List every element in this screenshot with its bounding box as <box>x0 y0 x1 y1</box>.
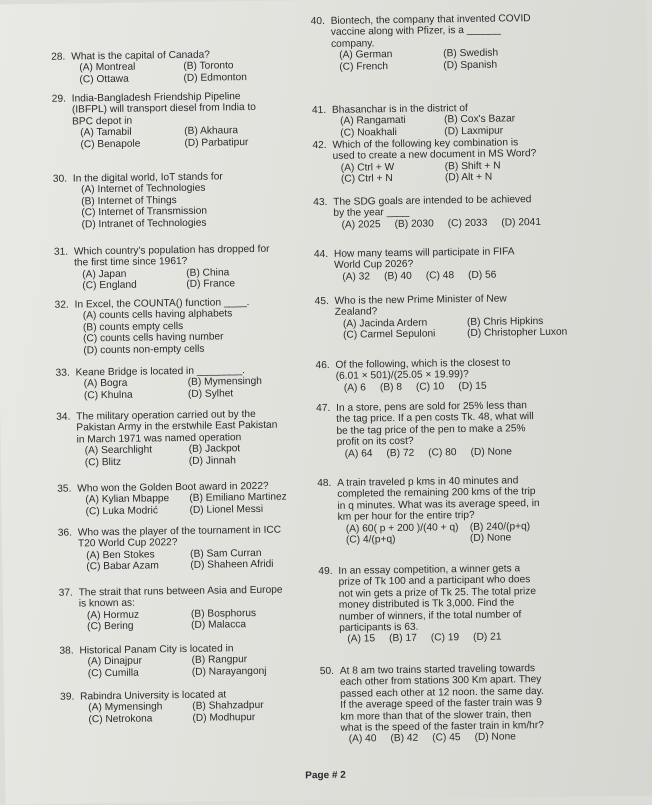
question-number: 44. <box>314 249 334 261</box>
question-text: money distributed is Tk 3,000. Find the <box>319 596 619 612</box>
question-text: A train traveled p kms in 40 minutes and <box>337 475 518 489</box>
question-49 <box>318 562 619 646</box>
answer-option: (A) 40 <box>349 734 377 746</box>
options-group <box>313 159 613 186</box>
question-48 <box>317 474 618 547</box>
options-group <box>52 125 302 151</box>
answer-option: (C) 19 <box>431 633 459 645</box>
answer-option: (A) Dinajpur <box>88 655 188 668</box>
answer-option: (C) Carmel Sepuloni <box>343 328 463 341</box>
question-number: 33. <box>56 367 76 379</box>
question-text: prize of Tk 100 and a participant who does <box>318 573 618 589</box>
answer-option: (C) counts cells having number <box>83 331 305 346</box>
question-text: profit on its cost? <box>317 433 617 449</box>
options-group <box>51 60 301 86</box>
answer-option: (D) Lionel Messi <box>189 503 307 516</box>
question-38 <box>59 642 309 680</box>
answer-option: (C) Khulna <box>84 389 184 402</box>
answer-option: (D) Parbatipur <box>184 136 302 149</box>
question-text: what is the speed of the faster train in km/hr? <box>321 719 621 735</box>
question-44 <box>314 245 614 283</box>
answer-option: (B) 2030 <box>395 218 434 230</box>
question-text: BPC depot in <box>52 113 302 128</box>
answer-option: (B) Jackpot <box>189 442 307 455</box>
question-text: Rabindra University is located at <box>80 689 226 702</box>
answer-option: (C) 48 <box>426 270 454 282</box>
answer-option: (A) 60( p + 200 )/(40 + q) <box>346 522 466 535</box>
question-31 <box>54 243 305 292</box>
answer-option: (B) Bosphorus <box>191 607 309 620</box>
question-number: 48. <box>317 478 337 490</box>
answer-option: (C) Noakhali <box>340 126 440 139</box>
question-number: 35. <box>57 483 77 495</box>
question-39 <box>60 688 310 726</box>
answer-option: (D) Edmonton <box>183 71 301 84</box>
question-text: in March 1971 was named operation <box>56 431 306 446</box>
question-42 <box>312 136 613 186</box>
answer-option: (D) 21 <box>473 632 501 644</box>
question-number: 43. <box>313 197 333 209</box>
options-group <box>60 700 310 726</box>
question-text: In an essay competition, a winner gets a <box>338 563 520 577</box>
options-group <box>58 547 308 573</box>
answer-option: (D) Alt + N <box>445 170 613 184</box>
answer-option: (B) 72 <box>386 447 414 459</box>
question-text: T20 World Cup 2022? <box>58 536 308 551</box>
question-text: each other from stations 300 Km apart. They <box>320 673 620 689</box>
question-43 <box>313 193 613 231</box>
options-group <box>311 46 611 73</box>
question-text: The SDG goals are intended to be achieved <box>333 194 531 208</box>
question-text: India-Bangladesh Friendship Pipeline <box>72 91 241 104</box>
question-text: What is the capital of Canada? <box>71 50 210 63</box>
answer-option: (B) 17 <box>389 633 417 645</box>
answer-option: (A) Japan <box>82 268 182 281</box>
question-text: (6.01 × 501)/(25.05 × 19.99)? <box>316 367 616 383</box>
question-text: The military operation carried out by the <box>76 409 256 423</box>
question-text: Historical Panam City is located in <box>79 643 233 656</box>
answer-option: (C) 45 <box>432 733 460 745</box>
question-text: the tag price. If a pen costs Tk. 48, what will <box>316 410 616 426</box>
answer-option: (A) Kylian Mbappe <box>85 493 185 506</box>
answer-option: (B) Swedish <box>443 46 611 60</box>
options-group <box>56 376 306 402</box>
question-text: Which of the following key combination is <box>332 137 518 151</box>
question-30 <box>53 170 304 231</box>
options-group <box>55 308 306 357</box>
question-text: Biontech, the company that invented COVID <box>331 13 531 27</box>
answer-option: (A) 64 <box>345 448 373 460</box>
question-text: participants is 63. <box>319 619 619 635</box>
answer-option: (C) Netrokona <box>88 713 188 726</box>
left-column <box>50 0 300 3</box>
question-number: 46. <box>315 360 335 372</box>
question-text: completed the remaining 200 kms of the trip <box>317 485 617 501</box>
question-45 <box>315 292 616 342</box>
answer-option: (D) 56 <box>468 269 496 281</box>
question-text: km per hour for the entire trip? <box>318 508 618 524</box>
options-group <box>315 315 615 342</box>
question-text: Zealand? <box>315 303 615 319</box>
answer-option: (D) 15 <box>458 381 486 393</box>
question-text: Keane Bridge is located in ________. <box>76 365 245 378</box>
answer-option: (B) Emiliano Martinez <box>189 492 307 505</box>
question-28 <box>51 48 301 86</box>
answer-option: (A) 6 <box>344 382 366 394</box>
question-text: World Cup 2026? <box>314 256 614 272</box>
answer-option: (A) Bogra <box>84 377 184 390</box>
answer-option: (D) None <box>474 732 515 744</box>
question-number: 39. <box>60 691 80 703</box>
question-number: 37. <box>59 587 79 599</box>
question-number: 42. <box>312 140 332 152</box>
question-text: used to create a new document in MS Word? <box>313 147 613 163</box>
answer-option: (A) Tamabil <box>80 126 180 139</box>
answer-option: (A) Ben Stokes <box>86 549 186 562</box>
answer-option: (D) Sylhet <box>188 387 306 400</box>
question-number: 47. <box>316 403 336 415</box>
question-text: number of winners, if the total number of <box>319 608 619 624</box>
answer-option: (D) Spanish <box>443 58 611 72</box>
question-text: Of the following, which is the closest to <box>335 357 510 370</box>
answer-option: (A) 32 <box>342 271 370 283</box>
question-text: In a store, pens are sold for 25% less than <box>336 400 527 414</box>
question-number: 34. <box>56 411 76 423</box>
question-text: How many teams will participate in FIFA <box>334 246 515 260</box>
question-number: 40. <box>311 16 331 28</box>
answer-option: (D) None <box>470 446 511 458</box>
question-text: Bhasanchar is in the district of <box>332 103 468 116</box>
answer-option: (D) Narayangonj <box>192 665 310 678</box>
question-29 <box>52 90 303 151</box>
answer-option: (B) 8 <box>380 382 402 394</box>
answer-option: (B) China <box>186 266 304 279</box>
answer-option: (C) Luka Modrić <box>85 505 185 518</box>
answer-option: (A) Mymensingh <box>88 701 188 714</box>
question-33 <box>56 364 306 402</box>
answer-option: (B) 40 <box>384 271 412 283</box>
answer-option: (B) Cox's Bazar <box>444 112 612 126</box>
question-number: 38. <box>59 645 79 657</box>
answer-option: (A) Internet of Technologies <box>81 182 303 197</box>
answer-option: (B) counts empty cells <box>83 319 305 334</box>
answer-option: (C) England <box>82 279 182 292</box>
question-41 <box>312 101 612 139</box>
question-number: 29. <box>52 94 72 106</box>
options-group <box>53 182 304 231</box>
question-number: 45. <box>315 296 335 308</box>
answer-option: (A) Hormuz <box>87 609 187 622</box>
question-text: by the year ____ <box>313 204 613 220</box>
question-36 <box>58 524 309 573</box>
page-number: Page # 2 <box>305 770 346 782</box>
question-text: Who was the player of the tournament in ICC <box>78 525 281 539</box>
question-text: (IBFPL) will transport diesel from India to <box>52 102 302 117</box>
options-group <box>59 607 309 633</box>
answer-option: (D) Jinnah <box>189 454 307 467</box>
answer-option: (A) counts cells having alphabets <box>83 308 305 323</box>
answer-option: (C) Internet of Transmission <box>81 205 303 220</box>
answer-option: (C) Ottawa <box>79 73 179 86</box>
answer-option: (D) Malacca <box>191 618 309 631</box>
answer-option: (A) 2025 <box>341 219 380 231</box>
answer-option: (C) 10 <box>416 381 444 393</box>
answer-option: (D) Christopher Luxon <box>467 326 615 339</box>
answer-option: (B) Mymensingh <box>188 376 306 389</box>
options-group <box>60 654 310 680</box>
answer-option: (D) France <box>186 278 304 291</box>
options-group <box>318 520 618 547</box>
question-32 <box>55 296 306 357</box>
question-text: not win gets a prize of Tk 25. The total prize <box>319 585 619 601</box>
options-group <box>57 492 307 518</box>
question-40 <box>311 12 612 73</box>
answer-option: (D) counts non-empty cells <box>83 342 305 357</box>
answer-option: (A) Searchlight <box>85 444 185 457</box>
answer-option: (A) German <box>339 49 439 62</box>
answer-option: (D) None <box>470 531 618 544</box>
question-47 <box>316 399 617 460</box>
question-text: At 8 am two trains started traveling towards <box>340 663 535 677</box>
question-text: The strait that runs between Asia and Europe <box>79 585 283 599</box>
question-37 <box>59 584 310 633</box>
question-34 <box>56 408 307 469</box>
question-46 <box>315 356 615 394</box>
question-text: the first time since 1961? <box>54 255 304 270</box>
answer-option: (A) Montreal <box>79 61 179 74</box>
answer-option: (C) 4/(p+q) <box>346 533 466 546</box>
answer-option: (B) Internet of Things <box>81 193 303 208</box>
answer-option: (B) Chris Hipkins <box>467 315 615 328</box>
answer-option: (B) Toronto <box>183 60 301 73</box>
question-text: km more than that of the slower train, then <box>320 708 620 724</box>
answer-option: (C) Bering <box>87 620 187 633</box>
answer-option: (C) Benapole <box>80 138 180 151</box>
question-text: be the tag price of the pen to make a 25% <box>316 422 616 438</box>
answer-option: (A) 15 <box>347 634 375 646</box>
options-group <box>54 266 304 292</box>
answer-option: (C) Blitz <box>85 456 185 469</box>
question-text: In Excel, the COUNTA() function ____. <box>75 297 250 310</box>
answer-option: (B) Sam Curran <box>190 547 308 560</box>
question-text: in q minutes. What was its average speed, in <box>317 497 617 513</box>
answer-option: (C) French <box>339 60 439 73</box>
question-number: 32. <box>55 300 75 312</box>
question-text: company. <box>311 35 611 51</box>
question-text: In the digital world, IoT stands for <box>73 171 223 184</box>
question-text: If the average speed of the faster train was 9 <box>320 696 620 712</box>
question-number: 28. <box>51 52 71 64</box>
question-35 <box>57 480 307 518</box>
question-text: vaccine along with Pfizer, is a ______ <box>311 23 611 39</box>
answer-option: (C) 80 <box>428 447 456 459</box>
answer-option: (D) Modhupur <box>192 711 310 724</box>
question-number: 50. <box>320 666 340 678</box>
answer-option: (A) Ctrl + W <box>341 161 441 174</box>
answer-option: (B) Rangpur <box>192 654 310 667</box>
answer-option: (C) Babar Azam <box>86 560 186 573</box>
options-group <box>312 112 612 139</box>
question-text: passed each other at 12 noon. the same day. <box>320 685 620 701</box>
answer-option: (B) Akhaura <box>184 125 302 138</box>
answer-option: (D) 2041 <box>501 217 541 229</box>
answer-option: (B) Shift + N <box>445 159 613 173</box>
question-text: Who won the Golden Boot award in 2022? <box>77 481 269 495</box>
answer-option: (B) Shahzadpur <box>192 700 310 713</box>
question-text: Who is the new Prime Minister of New <box>335 293 507 306</box>
question-number: 41. <box>312 105 332 117</box>
answer-option: (B) 240/(p+q) <box>470 520 618 533</box>
answer-option: (A) Jacinda Ardern <box>343 317 463 330</box>
question-number: 31. <box>54 247 74 259</box>
question-number: 49. <box>318 566 338 578</box>
question-text: Which country's population has dropped for <box>74 244 270 258</box>
answer-option: (D) Shaheen Afridi <box>190 558 308 571</box>
answer-option: (D) Intranet of Technologies <box>81 216 303 231</box>
answer-option: (C) Cumilla <box>88 667 188 680</box>
question-number: 36. <box>58 527 78 539</box>
answer-option: (C) 2033 <box>448 218 488 230</box>
question-text: Pakistan Army in the erstwhile East Pakistan <box>56 420 306 435</box>
answer-option: (B) 42 <box>390 733 418 745</box>
answer-option: (C) Ctrl + N <box>341 173 441 186</box>
options-group <box>57 442 307 468</box>
answer-option: (D) Laxmipur <box>444 124 612 138</box>
question-50 <box>320 662 621 746</box>
question-text: is known as: <box>59 596 309 611</box>
answer-option: (A) Rangamati <box>340 115 440 128</box>
question-number: 30. <box>53 174 73 186</box>
